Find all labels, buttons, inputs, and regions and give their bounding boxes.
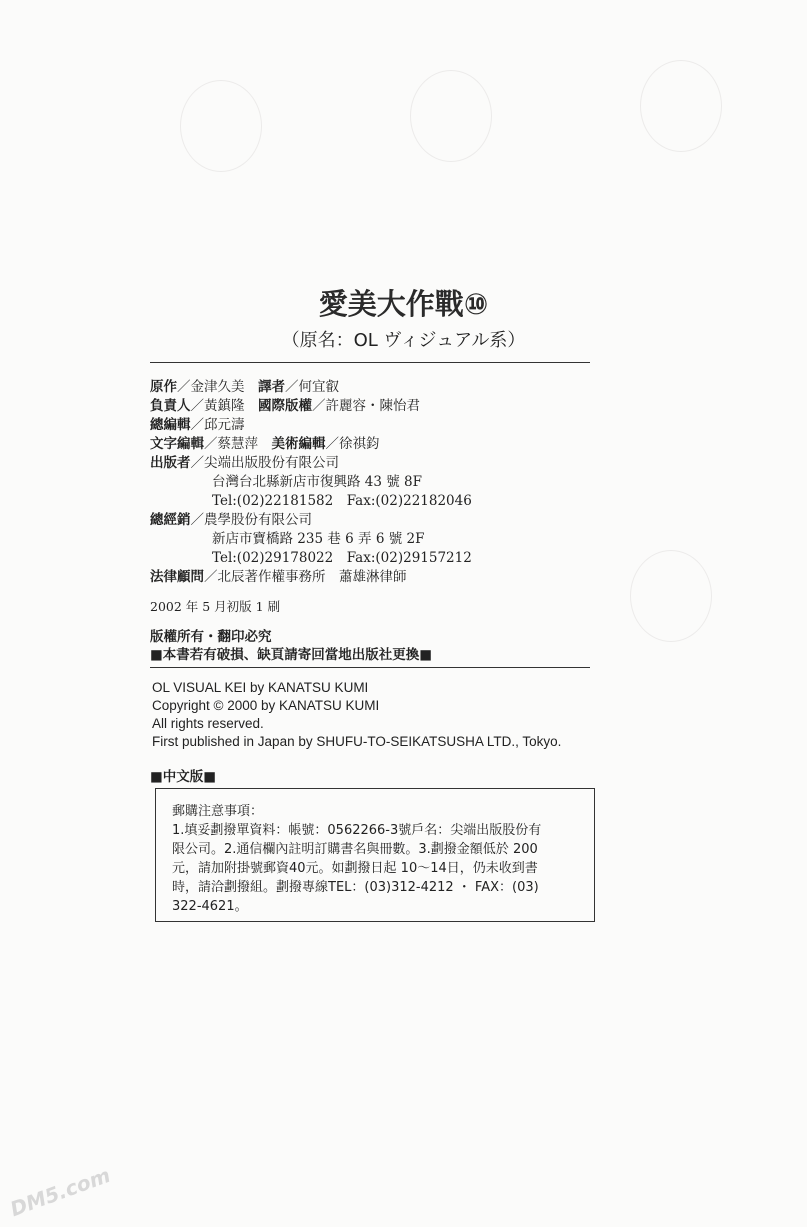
mail-order-line: 322-4621。 — [172, 899, 248, 914]
bleed-through-drawing — [410, 70, 492, 162]
credit-label: 總編輯 — [150, 417, 191, 433]
divider — [150, 362, 590, 363]
credit-value: ／農學股份有限公司 — [190, 512, 312, 528]
edition-info: 2002 年 5 月初版 1 刷 — [150, 599, 281, 614]
credit-label: 美術編輯 — [271, 436, 326, 452]
first-published: First published in Japan by SHUFU-TO-SEIKATSUSHA LTD., Tokyo. — [152, 734, 562, 749]
credit-row — [150, 375, 339, 395]
distributor-phone: Tel:(02)29178022 Fax:(02)29157212 — [212, 550, 472, 566]
bleed-through-drawing — [640, 60, 722, 152]
replacement-notice: ■本書若有破損、缺頁請寄回當地出版社更換■ — [150, 647, 433, 663]
english-title: OL VISUAL KEI by KANATSU KUMI — [152, 680, 369, 695]
credit-label: 譯者 — [258, 379, 285, 395]
mail-order-line: 限公司。2.通信欄內註明訂購書名與冊數。3.劃撥金額低於 200 — [172, 842, 538, 857]
credit-row — [150, 451, 339, 471]
divider — [150, 667, 590, 668]
credit-value: ／北辰著作權事務所 蕭雄淋律師 — [204, 569, 407, 585]
credit-label: 出版者 — [150, 455, 191, 471]
credit-row — [150, 565, 407, 585]
credit-row — [150, 413, 245, 433]
book-title: 愛美大作戰⑩ — [318, 287, 489, 321]
bleed-through-drawing — [630, 550, 712, 642]
chinese-edition-label: ■中文版■ — [150, 769, 217, 785]
rights-reserved: All rights reserved. — [152, 716, 264, 731]
credit-label: 負責人 — [150, 398, 191, 414]
credit-value: ／金津久美 — [177, 379, 245, 395]
original-title: （原名：OL ヴィジュアル系） — [281, 330, 526, 351]
publisher-phone: Tel:(02)22181582 Fax:(02)22182046 — [212, 493, 472, 509]
credit-value: ／尖端出版股份有限公司 — [190, 455, 339, 471]
credit-label: 文字編輯 — [150, 436, 204, 452]
watermark-logo: DM5.com — [7, 1162, 114, 1222]
credit-label: 原作 — [150, 379, 177, 395]
credit-value: ／何宜叡 — [285, 379, 339, 395]
credit-value: ／蔡慧萍 — [204, 436, 258, 452]
copyright-line: Copyright © 2000 by KANATSU KUMI — [152, 698, 380, 713]
credit-label: 國際版權 — [258, 398, 312, 414]
mail-order-line: 時，請洽劃撥組。劃撥專線TEL：(03)312-4212 ・ FAX：(03) — [172, 880, 539, 895]
mail-order-line: 郵購注意事項： — [172, 804, 264, 819]
credit-value: ／徐祺鈞 — [325, 436, 380, 452]
mail-order-line: 元，請加附掛號郵資40元。如劃撥日起 10～14日，仍未收到書 — [172, 861, 538, 876]
distributor-address: 新店市寶橋路 235 巷 6 弄 6 號 2F — [212, 531, 425, 547]
credit-row — [150, 432, 380, 452]
credit-row — [150, 508, 312, 528]
credit-row — [150, 394, 420, 414]
rights-notice: 版權所有・翻印必究 — [150, 629, 272, 645]
credit-value: ／黃鎮隆 — [190, 398, 245, 414]
mail-order-line: 1.填妥劃撥單資料：帳號：0562266-3號戶名：尖端出版股份有 — [172, 823, 542, 838]
bleed-through-drawing — [180, 80, 262, 172]
credit-value: ／許麗容・陳怡君 — [312, 398, 420, 414]
credit-value: ／邱元濤 — [190, 417, 245, 433]
credit-label: 法律顧問 — [150, 569, 204, 585]
publisher-address: 台灣台北縣新店市復興路 43 號 8F — [212, 474, 423, 490]
credit-label: 總經銷 — [150, 512, 191, 528]
